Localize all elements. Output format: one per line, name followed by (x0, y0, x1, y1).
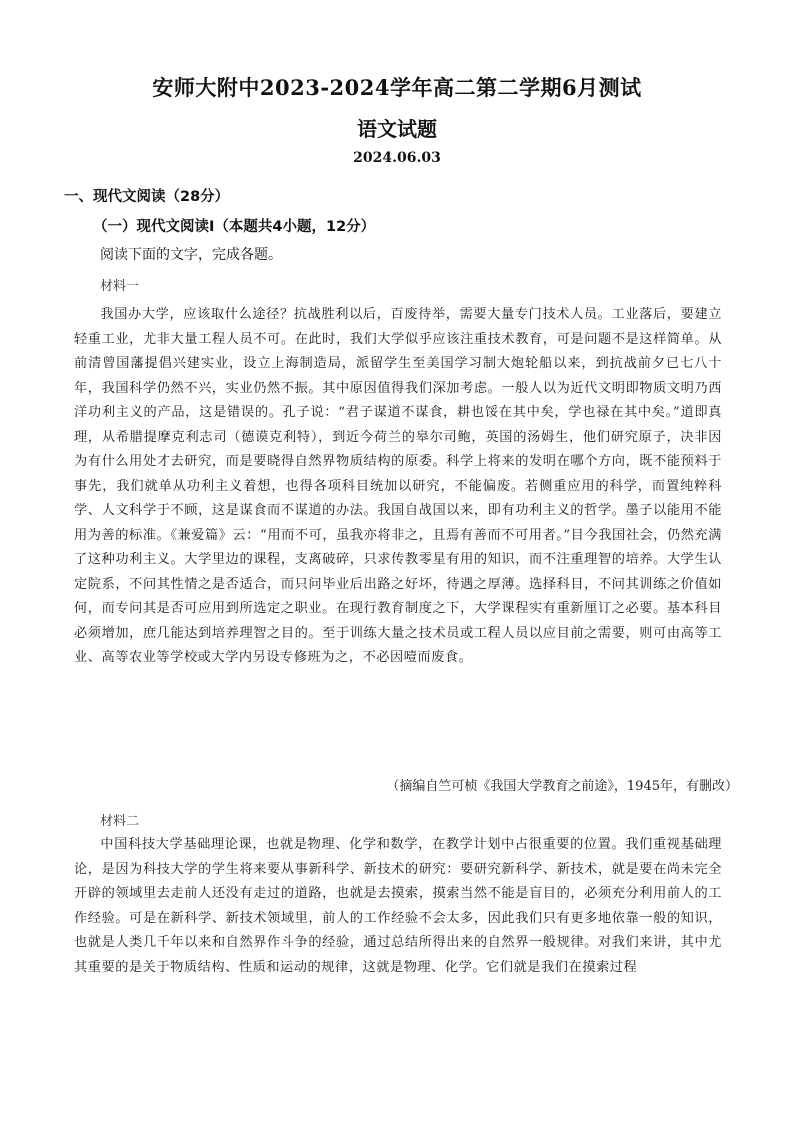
section-heading: 一、现代文阅读（28分） (64, 189, 230, 205)
material-two-text: 中国科技大学基础理论课，也就是物理、化学和数学，在教学计划中占很重要的位置。我们重视基础理论，是因为科技大学的学生将来要从事新科学、新技术的研究：要研究新科学、新技术，就是要在尚未完全开辟的领域里去走前人还没有走过的道路，也就是去摸索，摸索当然不能是盲目的，必须充分利用前人的工作经验。可是在新科学、新技术领域里，前人的工作经验不会太多，因此我们只有更多地依靠一般的知识，也就是人类几千年以来和自然界作斗争的经验，通过总结所得出来的自然界一般规律。对我们来讲，其中尤其重要的是关于物质结构、性质和运动的规律，这就是物理、化学。它们就是我们在摸索过程 (74, 837, 722, 975)
exam-title: 安师大附中2023-2024学年高二第二学期6月测试 (152, 75, 642, 100)
exam-subtitle: 语文试题 (357, 117, 437, 141)
material-one-text: 我国办大学，应该取什么途径？抗战胜利以后，百废待举，需要大量专门技术人员。工业落后，要建立轻重工业，尤非大量工程人员不可。在此时，我们大学似乎应该注重技术教育，可是问题不是这样简单。从前清曾国藩提倡兴建实业，设立上海制造局，派留学生至美国学习制大炮轮船以来，到抗战前夕已七八十年，我国科学仍然不兴，实业仍然不振。其中原因值得我们深加考虑。一般人以为近代文明即物质文明乃西洋功利主义的产品，这是错误的。孔子说：“君子谋道不谋食，耕也馁在其中矣，学也禄在其中矣。”道即真理，从希腊提摩克利志司（德谟克利特），到近今荷兰的皋尔司鲍，英国的汤姆生，他们研究原子，决非因为有什么用处才去研究，而是要晓得自然界物质结构的原委。科学上将来的发明在哪个方向，既不能预料于事先，我们就单从功利主义着想，也得各项科目统加以研究，不能偏废。若侧重应用的科学，而置纯粹科学、人文科学于不顾，这是谋食而不谋道的办法。我国自战国以来，即有功利主义的哲学。墨子以能用不能用为善的标准。《兼爱篇》云：“用而不可，虽我亦将非之，且焉有善而不可用者。”目今我国社会，仍然充满了这种功利主义。大学里边的课程，支离破碎，只求传教零星有用的知识，而不注重理智的培养。大学生认定院系，不问其性情之是否适合，而只问毕业后出路之好坏，待遇之厚薄。选择科目，不问其训练之价值如何，而专问其是否可应用到所选定之职业。在现行教育制度之下，大学课程实有重新厘订之必要。基本科目必须增加，庶几能达到培养理智之目的。至于训练大量之技术员或工程人员以应目前之需要，则可由高等工业、高等农业等学校或大学内另设专修班为之，不必因噎而废食。 (74, 307, 722, 665)
reading-instruction: 阅读下面的文字，完成各题。 (100, 247, 282, 263)
material-one-source: （摘编自竺可桢《我国大学教育之前途》，1945年，有删改） (386, 779, 738, 794)
subsection-heading: （一）现代文阅读Ⅰ（本题共4小题，12分） (93, 219, 376, 235)
material-one-label: 材料一 (100, 279, 140, 294)
material-two-label: 材料二 (100, 814, 140, 829)
exam-date: 2024.06.03 (353, 150, 441, 166)
